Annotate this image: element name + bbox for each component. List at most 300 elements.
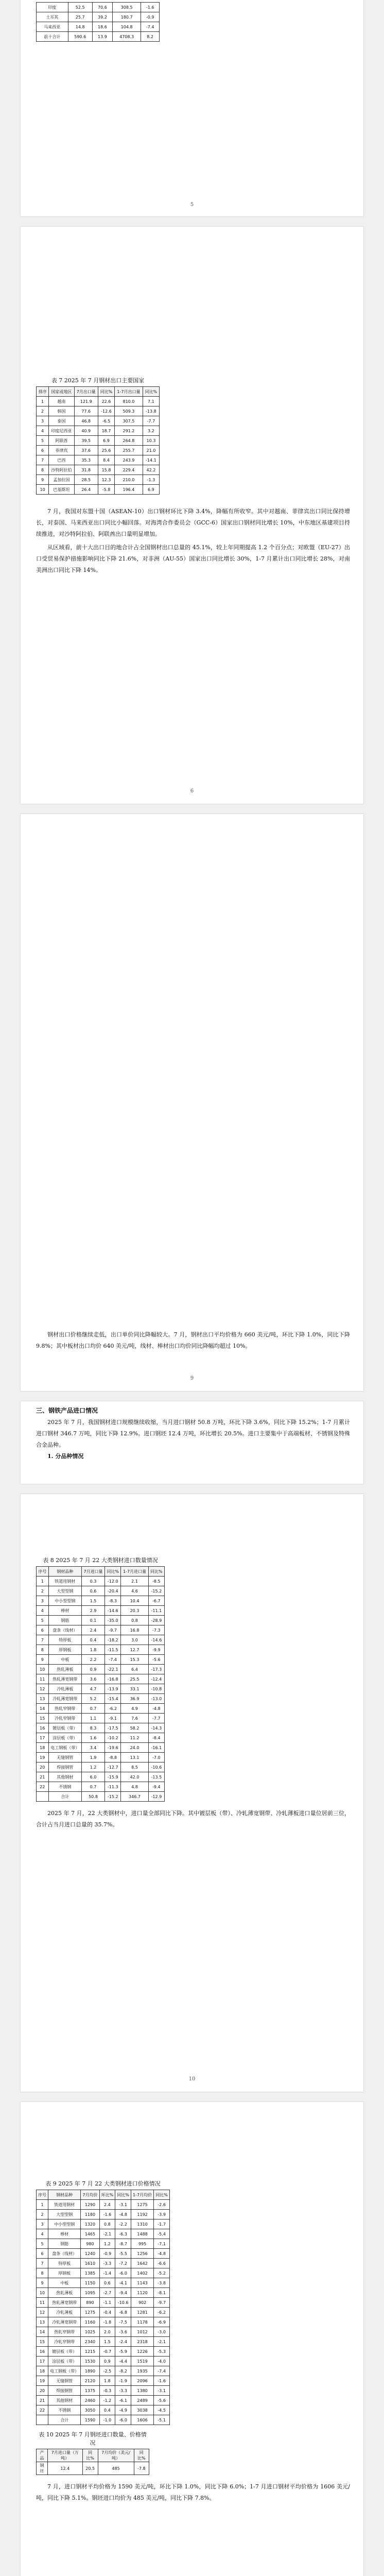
table-cell: -10.6 <box>148 1762 164 1772</box>
table-cell: -11.1 <box>148 1606 164 1616</box>
table-cell: 3050 <box>81 2405 99 2415</box>
table-cell: 1642 <box>131 2259 153 2268</box>
table-cell: -4.4 <box>115 2357 131 2366</box>
table-cell: 钢筋 <box>48 1616 81 1625</box>
table-cell: -1.1 <box>99 2298 115 2308</box>
table-cell: -3.6 <box>115 2327 131 2337</box>
table-cell: -1.6 <box>99 2210 115 2219</box>
table-cell: 12.7 <box>121 1645 148 1655</box>
table-row <box>37 2239 170 2249</box>
table-cell: -7.5 <box>115 2317 131 2327</box>
table-cell: 4 <box>37 1606 49 1616</box>
table-cell: 19 <box>37 2376 48 2386</box>
table-cell: 5 <box>37 2239 48 2249</box>
page-number: 6 <box>190 788 194 794</box>
table-cell: 1890 <box>81 2366 99 2376</box>
table-cell: 中板 <box>48 1655 81 1665</box>
table-cell: 18 <box>37 2366 48 2376</box>
table-cell: 1310 <box>131 2219 153 2229</box>
table-cell: 9 <box>37 2278 48 2288</box>
table-cell: 12.3 <box>98 475 114 485</box>
table-cell: -6.6 <box>154 2259 170 2268</box>
table-cell: 5 <box>37 436 49 446</box>
table-cell: 3.2 <box>143 426 159 436</box>
table-cell: 1.5 <box>81 1596 104 1606</box>
table-cell: 前十合计 <box>37 32 68 42</box>
table-cell: -8.8 <box>105 1753 121 1762</box>
table-cell: 14 <box>37 1704 49 1714</box>
table-cell: -5.6 <box>154 2396 170 2405</box>
table-cell: 2318 <box>131 2337 153 2347</box>
table-cell: 0.9 <box>81 1665 104 1674</box>
table-cell: -13.8 <box>143 406 159 416</box>
report-page <box>21 814 363 1391</box>
table-cell: -28.9 <box>148 1616 164 1625</box>
table-cell: 264.8 <box>115 436 143 446</box>
table-row <box>37 1606 165 1616</box>
table-cell: -8.2 <box>115 2366 131 2376</box>
table-cell: 铁道用钢材 <box>48 1577 81 1586</box>
table-cell: 孟加拉国 <box>49 475 74 485</box>
table-cell: 合计 <box>48 2415 81 2425</box>
table-cell: 10 <box>37 1665 49 1674</box>
table-cell: -17.3 <box>148 1665 164 1674</box>
table-cell: 21 <box>37 2396 48 2405</box>
table-cell: 特厚板 <box>48 2259 81 2268</box>
table-cell: -18.2 <box>105 1635 121 1645</box>
table-cell: 冷轧薄宽钢带 <box>48 1694 81 1704</box>
table-cell: 8 <box>37 1645 49 1655</box>
table-cell: 中小型型钢 <box>48 1596 81 1606</box>
table-cell: 特厚板 <box>48 1635 81 1645</box>
table-cell: 土耳其 <box>37 12 68 22</box>
table-cell: 42.0 <box>121 1772 148 1782</box>
table-cell: 20.3 <box>121 1606 148 1616</box>
table-cell: 1226 <box>131 2347 153 2357</box>
table-cell: 19 <box>37 1753 49 1762</box>
table-cell: 4.6 <box>121 1586 148 1596</box>
table-cell: 3 <box>37 416 49 426</box>
table-cell: -13.9 <box>105 1684 121 1694</box>
table-cell: 0.1 <box>81 1616 104 1625</box>
paragraph: 钢材出口价格继续走低，出口单价同比降幅较大。7 月，钢材出口平均价格为 660 美元/吨，环比下降 1.0%，同比下降 9.8%；其中板材出口均价 640 美元/吨，线材、棒材出口均价同比降幅均超过 10%。 <box>36 1331 350 1349</box>
table-cell: -0.4 <box>99 2308 115 2317</box>
table-cell: -15.2 <box>105 1792 121 1802</box>
table-cell: 8.4 <box>98 455 114 465</box>
table-cell: -9.4 <box>115 2288 131 2298</box>
export-destination-table <box>36 386 160 495</box>
table-cell: 热轧窄钢带 <box>48 2327 81 2337</box>
table-cell: 0.3 <box>81 1577 104 1586</box>
table-cell: -1.6 <box>141 3 160 12</box>
table-cell: -5.9 <box>115 2347 131 2357</box>
export-volume-table-tail <box>36 2 160 42</box>
table-cell: -2.7 <box>99 2288 115 2298</box>
table-cell: 1590 <box>81 2415 99 2425</box>
table-cell: -7.7 <box>148 1714 164 1723</box>
table-cell: -2.6 <box>154 2200 170 2210</box>
table-cell: -16.8 <box>105 1674 121 1684</box>
table-row <box>37 2317 170 2327</box>
table-cell: 37.6 <box>74 446 98 455</box>
table-cell: 大型型钢 <box>48 1586 81 1596</box>
table-row <box>37 1674 165 1684</box>
table-cell: -3.3 <box>99 2259 115 2268</box>
column-header: 钢材品种 <box>48 1567 81 1577</box>
table-cell: 2340 <box>81 2337 99 2347</box>
table-cell: -4.8 <box>148 1704 164 1714</box>
table-row <box>37 475 160 485</box>
table-cell: 1240 <box>81 2249 99 2259</box>
table-cell: 印度 <box>37 3 68 12</box>
table-cell: -4.5 <box>154 2405 170 2415</box>
table-cell: 无缝钢管 <box>48 1753 81 1762</box>
table-cell: 1519 <box>131 2357 153 2366</box>
table-cell: 22.6 <box>98 397 114 406</box>
table-cell: 棒材 <box>48 2229 81 2239</box>
table-cell: -20.4 <box>105 1586 121 1596</box>
table-cell: 21.0 <box>143 446 159 455</box>
table-row <box>37 2405 170 2415</box>
table-cell: 1256 <box>131 2249 153 2259</box>
table-row <box>37 1655 165 1665</box>
table-row <box>37 1665 165 1674</box>
table-cell: -2.2 <box>115 2219 131 2229</box>
column-header: 同比% <box>143 387 159 397</box>
table-cell: -10.6 <box>115 2298 131 2308</box>
table-row <box>37 2219 170 2229</box>
table-cell: 1610 <box>81 2259 99 2268</box>
table-cell: -15.9 <box>105 1772 121 1782</box>
table-cell: 6.9 <box>143 485 159 495</box>
table-cell: 2 <box>37 2210 48 2219</box>
table-cell: -1.8 <box>99 2317 115 2327</box>
table-row <box>37 2288 170 2298</box>
table-cell: 485 <box>98 2462 134 2475</box>
table-cell: 电工钢板（带） <box>48 1743 81 1753</box>
table-cell: 1.8 <box>81 1645 104 1655</box>
table-cell: 大型型钢 <box>48 2210 81 2219</box>
page-number: 5 <box>190 202 194 208</box>
table-cell: 25.5 <box>121 1674 148 1684</box>
table-cell: 58.2 <box>121 1723 148 1733</box>
table-cell: 1375 <box>81 2386 99 2396</box>
table-cell: -17.5 <box>105 1723 121 1733</box>
subsection-heading: 1. 分品种情况 <box>47 1453 84 1460</box>
table-cell: 0.7 <box>81 1782 104 1792</box>
import-price-table <box>36 2190 170 2425</box>
table-row <box>37 2415 170 2425</box>
table-cell: -13.5 <box>148 1772 164 1782</box>
table-cell: -12.4 <box>148 1674 164 1684</box>
table-cell: 7 <box>37 1635 49 1645</box>
table-cell: 16 <box>37 2347 48 2357</box>
table-cell: -14.6 <box>148 1635 164 1645</box>
table-cell: 1935 <box>131 2366 153 2376</box>
table-cell: -3.1 <box>115 2200 131 2210</box>
table-row <box>37 406 160 416</box>
table-cell: 1385 <box>81 2268 99 2278</box>
column-header: 同比% <box>98 387 114 397</box>
page-number: 10 <box>188 2076 196 2082</box>
table-cell: 中小型型钢 <box>48 2219 81 2229</box>
table-cell: 2.0 <box>99 2327 115 2337</box>
table-cell: -8.7 <box>115 2239 131 2249</box>
page-number: 9 <box>190 1376 194 1381</box>
column-header: 1-7月出口量 <box>115 387 143 397</box>
table-row <box>37 465 160 475</box>
table-cell: 13.1 <box>121 1753 148 1762</box>
table-cell: 4 <box>37 2229 48 2239</box>
table-cell: 镀层板（带） <box>48 1723 81 1733</box>
table-cell: 泰国 <box>49 416 74 426</box>
table-row <box>37 2200 170 2210</box>
table-cell: 121.9 <box>74 397 98 406</box>
table-cell: -11.3 <box>105 1782 121 1792</box>
table-row <box>37 1694 165 1704</box>
table-cell: 2.2 <box>81 1655 104 1665</box>
table-cell: 70.6 <box>92 3 112 12</box>
report-page <box>21 2102 363 2576</box>
table-cell: 2.1 <box>121 1577 148 1586</box>
table-cell: -8.4 <box>148 1733 164 1743</box>
table-cell: -6.2 <box>105 1704 121 1714</box>
table-cell: 1095 <box>81 2288 99 2298</box>
table-cell: -12.9 <box>148 1792 164 1802</box>
table-cell: 1380 <box>131 2386 153 2396</box>
table-cell: 31.8 <box>74 465 98 475</box>
table-cell: 1465 <box>81 2229 99 2239</box>
table-row <box>37 1625 165 1635</box>
table-cell: 1025 <box>81 2327 99 2337</box>
table-cell: -3.8 <box>154 2278 170 2288</box>
table-cell: 1 <box>37 397 49 406</box>
table-cell: 焊接钢管 <box>48 2386 81 2396</box>
table-cell: 合计 <box>48 1792 81 1802</box>
table-cell: 1 <box>37 2200 48 2210</box>
table-cell: -5.8 <box>98 485 114 495</box>
table-cell: 涂层板（带） <box>48 2357 81 2366</box>
table-cell: 255.7 <box>115 446 143 455</box>
table-cell: 42.2 <box>143 465 159 475</box>
table-row <box>37 2278 170 2288</box>
table-cell: -7.7 <box>143 416 159 426</box>
table-cell: 308.5 <box>113 3 141 12</box>
table-cell: -2.1 <box>154 2337 170 2347</box>
table-cell: 1275 <box>131 2200 153 2210</box>
table-cell: -8.1 <box>154 2288 170 2298</box>
table-cell: 18.6 <box>92 22 112 32</box>
table-cell: -3.1 <box>154 2386 170 2396</box>
table-cell: 印度尼西亚 <box>49 426 74 436</box>
table-cell: 1012 <box>131 2327 153 2337</box>
table-row <box>37 1596 165 1606</box>
table-cell: 1530 <box>81 2357 99 2366</box>
table-cell: 2120 <box>81 2376 99 2386</box>
table-cell <box>37 2415 48 2425</box>
table-cell: 243.9 <box>115 455 143 465</box>
table-cell: 0.8 <box>121 1616 148 1625</box>
table-cell: -2.1 <box>99 2229 115 2239</box>
table-cell: -5.3 <box>154 2347 170 2357</box>
column-header: 同比% <box>82 2449 98 2462</box>
table-cell: 13 <box>37 1694 49 1704</box>
table-cell: 11.2 <box>121 1733 148 1743</box>
table-cell: 28.5 <box>74 475 98 485</box>
column-header: 产品 <box>37 2449 48 2462</box>
import-volume-table <box>36 1566 165 1802</box>
table-row <box>37 1723 165 1733</box>
table-cell: 铁道用钢材 <box>48 2200 81 2210</box>
table-row <box>37 2249 170 2259</box>
column-header: 环比% <box>99 2190 115 2200</box>
column-header: 7月进口量 <box>81 1567 104 1577</box>
table-cell: 3 <box>37 1596 49 1606</box>
table-row <box>37 2229 170 2239</box>
table-cell: 25.6 <box>98 446 114 455</box>
table-row <box>37 12 160 22</box>
table-cell: 104.8 <box>113 22 141 32</box>
table-cell: 15 <box>37 2337 48 2347</box>
table-row <box>37 2396 170 2405</box>
table-row <box>37 2347 170 2357</box>
table-cell: 1143 <box>131 2278 153 2288</box>
table-cell: 0.6 <box>81 1586 104 1596</box>
table-cell: -9.7 <box>105 1625 121 1635</box>
table-row <box>37 436 160 446</box>
table-cell: 0.9 <box>99 2357 115 2366</box>
table-row <box>37 1743 165 1753</box>
table-cell: 980 <box>81 2239 99 2249</box>
table-cell: 18 <box>37 1743 49 1753</box>
column-header: 7月均价 <box>81 2190 99 2200</box>
table-cell: 10.4 <box>121 1596 148 1606</box>
table-row <box>37 397 160 406</box>
column-header: 同比% <box>115 2190 131 2200</box>
table-cell: 21 <box>37 1772 49 1782</box>
table-cell: -15.2 <box>148 1586 164 1596</box>
column-header: 序号 <box>37 2190 48 2200</box>
table-caption: 表 10 2025 年 7 月钢坯进口数量、价格情况 <box>39 2431 147 2446</box>
table-cell: -7.2 <box>115 2259 131 2268</box>
table-cell: 1290 <box>81 2200 99 2210</box>
table-cell: 810.0 <box>115 397 143 406</box>
table-cell: 346.7 <box>121 1792 148 1802</box>
column-header: 排序 <box>37 387 49 397</box>
table-cell: -10.2 <box>105 1733 121 1743</box>
table-cell: 冷轧窄钢带 <box>48 1714 81 1723</box>
table-cell: 3.6 <box>81 1674 104 1684</box>
table-cell: 1.9 <box>81 1753 104 1762</box>
table-cell: -16.1 <box>148 1743 164 1753</box>
table-cell: 6 <box>37 1625 49 1635</box>
table-cell: -12.7 <box>105 1762 121 1772</box>
table-cell: -4.0 <box>154 2357 170 2366</box>
table-cell: -9.9 <box>148 1645 164 1655</box>
report-page <box>21 1494 363 2092</box>
table-cell: 菲律宾 <box>49 446 74 455</box>
table-cell: -12.0 <box>105 1577 121 1586</box>
table-cell: 沙特阿拉伯 <box>49 465 74 475</box>
table-cell: 7 <box>37 455 49 465</box>
table-cell: 4.8 <box>121 1782 148 1792</box>
paragraph: 2025 年 7 月，22 大类钢材中，进口量全部同比下降。其中镀层板（带）、冷轧薄宽钢带、冷轧薄板进口量位居前三位，合计占当月进口总量的 35.7%。 <box>36 1810 350 1828</box>
table-cell: 39.2 <box>92 12 112 22</box>
table-cell: 1.6 <box>81 1733 104 1743</box>
table-row <box>37 1753 165 1762</box>
table-cell: 17 <box>37 2357 48 2366</box>
table-cell: 热轧薄板 <box>48 1665 81 1674</box>
table-cell: -7.1 <box>154 2239 170 2249</box>
table-cell: 2.4 <box>99 2200 115 2210</box>
table-cell: -6.2 <box>154 2308 170 2317</box>
table-row <box>37 32 160 42</box>
table-cell: -1.3 <box>143 475 159 485</box>
table-cell: 7 <box>37 2259 48 2268</box>
table-row <box>37 1733 165 1743</box>
table-cell: 越南 <box>49 397 74 406</box>
table-cell: -15.4 <box>105 1694 121 1704</box>
table-cell: -8.3 <box>105 1596 121 1606</box>
table-cell: 1.5 <box>99 2337 115 2347</box>
table-caption: 表 7 2025 年 7 月钢材出口主要国家 <box>51 377 145 384</box>
table-cell: -5.4 <box>154 2229 170 2239</box>
table-cell: 钢筋 <box>48 2239 81 2249</box>
table-cell: 马来西亚 <box>37 22 68 32</box>
table-cell: 52.5 <box>68 3 92 12</box>
table-cell: -2.4 <box>115 2337 131 2347</box>
table-cell: 4.7 <box>81 1684 104 1694</box>
table-cell: -10.8 <box>148 1684 164 1694</box>
table-cell: -7.3 <box>148 1625 164 1635</box>
table-cell: 0.4 <box>99 2405 115 2415</box>
table-cell: -6.0 <box>115 2268 131 2278</box>
table-cell: 1.2 <box>99 2239 115 2249</box>
table-cell: 其他钢材 <box>48 1772 81 1782</box>
table-cell: 钢坯 <box>37 2462 48 2475</box>
table-cell: 902 <box>131 2298 153 2308</box>
table-cell: -1.4 <box>99 2268 115 2278</box>
paragraph: 7 月，进口钢材平均价格为 1590 美元/吨，环比下降 1.0%，同比下降 6.0%；1-7 月进口钢材平均价格为 1606 美元/吨，同比下降 5.1%。钢坯进口均价为 485 美元/吨，同比下降 7.8%。 <box>36 2483 350 2501</box>
table-cell: 4.9 <box>121 1704 148 1714</box>
table-cell: 1178 <box>131 2317 153 2327</box>
table-cell: -4.1 <box>115 2278 131 2288</box>
table-cell: 0.4 <box>81 1635 104 1645</box>
table-cell: 180.7 <box>113 12 141 22</box>
table-cell: 4708.3 <box>113 32 141 42</box>
table-cell: 2096 <box>131 2376 153 2386</box>
table-cell: 210.0 <box>115 475 143 485</box>
table-cell: 冷轧窄钢带 <box>48 2337 81 2347</box>
table-cell: 1120 <box>131 2288 153 2298</box>
table-cell: 890 <box>81 2298 99 2308</box>
table-cell: 1281 <box>131 2308 153 2317</box>
table-cell: 厚钢板 <box>48 2268 81 2278</box>
table-cell: 2 <box>37 1586 49 1596</box>
table-cell: 1.2 <box>81 1762 104 1772</box>
table-cell: 13.9 <box>92 32 112 42</box>
billet-import-table <box>36 2449 149 2475</box>
table-cell: 11 <box>37 1674 49 1684</box>
table-cell: -11.5 <box>105 1645 121 1655</box>
report-page <box>21 227 363 804</box>
table-row <box>37 2386 170 2396</box>
table-cell: -13.0 <box>148 1694 164 1704</box>
table-row <box>37 2210 170 2219</box>
table-cell: -7.4 <box>154 2366 170 2376</box>
table-row <box>37 1645 165 1655</box>
table-cell: 6.4 <box>121 1665 148 1674</box>
